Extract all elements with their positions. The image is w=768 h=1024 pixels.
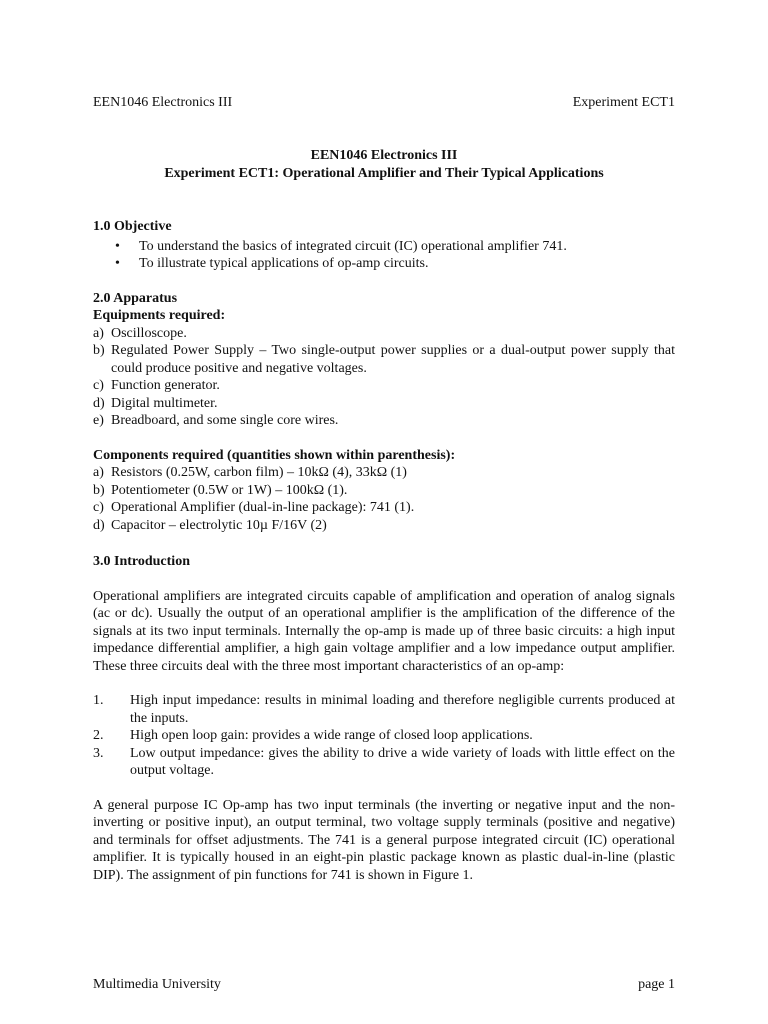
list-item: 1. High input impedance: results in minimal loading and therefore negligible currents produced at the inputs. <box>93 693 675 726</box>
list-item: • To understand the basics of integrated circuit (IC) operational amplifier 741. <box>115 238 567 254</box>
introduction-paragraph-2: A general purpose IC Op-amp has two input terminals (the inverting or negative input and the non-inverting or positive input), an output terminal, two voltage supply terminals (positive and negative) and terminals for offset adjustments. The 741 is a general purpose integrated circuit (IC) operational amplifier. It is typically housed in an eight-pin plastic package known as plastic dual-in-line (plastic DIP). The assignment of pin functions for 741 is shown in Figure 1. <box>93 797 675 883</box>
title-line-2: Experiment ECT1: Operational Amplifier and Their Typical Applications <box>164 166 604 181</box>
list-item: 2. High open loop gain: provides a wide range of closed loop applications. <box>93 728 533 743</box>
list-item: 3. Low output impedance: gives the ability to drive a wide variety of loads with little effect on the output voltage. <box>93 745 675 778</box>
footer-university: Multimedia University <box>93 977 221 992</box>
list-item: c) Operational Amplifier (dual-in-line package): 741 (1). <box>93 500 415 515</box>
title-line-1: EEN1046 Electronics III <box>310 148 458 163</box>
list-item: • To illustrate typical applications of op-amp circuits. <box>115 256 429 271</box>
list-item: a) Oscilloscope. <box>93 325 187 341</box>
objective-heading: 1.0 Objective <box>93 219 172 234</box>
document-title <box>93 147 675 183</box>
page-header <box>93 94 675 112</box>
equipments-heading: Equipments required: <box>93 308 226 323</box>
list-item: b) Regulated Power Supply – Two single-output power supplies or a dual-output power supply that could produce positive and negative voltages. <box>93 343 675 376</box>
bullet-icon: • <box>115 256 120 271</box>
introduction-paragraph-1: Operational amplifiers are integrated circuits capable of amplification and operation of analog signals (ac or dc). Usually the output of an operational amplifier is the amplification of the difference of the signals at its two input terminals. Internally the op-amp is made up of three basic circuits: a high input impedance differential amplifier, a high gain voltage amplifier and a low impedance output amplifier. These three circuits deal with the three most important characteristics of an op-amp: <box>93 588 675 674</box>
page-footer <box>93 976 675 994</box>
bullet-icon: • <box>115 238 120 254</box>
objective-list <box>93 238 675 273</box>
header-experiment: Experiment ECT1 <box>572 95 675 110</box>
list-item: b) Potentiometer (0.5W or 1W) – 100kΩ (1). <box>93 482 348 498</box>
characteristics-list <box>93 692 675 780</box>
list-item: d) Digital multimeter. <box>93 395 218 411</box>
list-item: a) Resistors (0.25W, carbon film) – 10kΩ (4), 33kΩ (1) <box>93 465 407 480</box>
list-item: d) Capacitor – electrolytic 10µ F/16V (2) <box>93 517 327 533</box>
equipments-list <box>93 325 675 430</box>
document-page <box>93 0 675 1024</box>
components-heading: Components required (quantities shown within parenthesis): <box>93 447 456 463</box>
document-body <box>93 218 675 884</box>
footer-page-number: page 1 <box>638 977 675 992</box>
apparatus-heading: 2.0 Apparatus <box>93 290 178 306</box>
list-item: c) Function generator. <box>93 378 220 393</box>
header-course: EEN1046 Electronics III <box>93 95 233 110</box>
components-list <box>93 464 675 534</box>
list-item: e) Breadboard, and some single core wires. <box>93 413 339 428</box>
introduction-heading: 3.0 Introduction <box>93 554 190 569</box>
